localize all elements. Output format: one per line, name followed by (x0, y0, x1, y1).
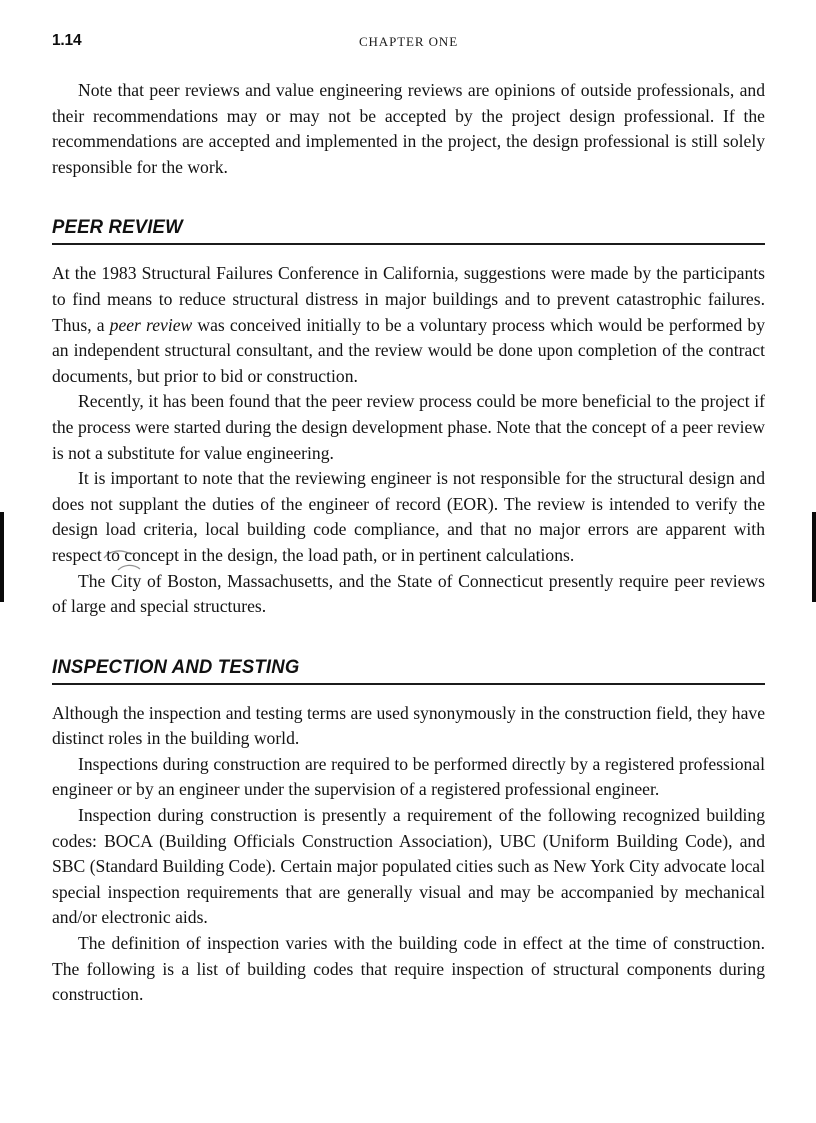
text-column (52, 78, 765, 1008)
paragraph: Inspections during construction are required to be performed directly by a registered professional engineer or by an engineer under the supervision of a registered professional engineer. (52, 753, 765, 800)
paragraph-text-before-emphasis: At the 1983 Structural Failures Conference in California, suggestions were made by the participants to find means to reduce structural distress in major buildings and to prevent catastrophic failures. Thus, a (52, 263, 765, 335)
paragraph: Recently, it has been found that the peer review process could be more beneficial to the project if the process were started during the design development phase. Note that the concept of a peer review is not a substitute for value engineering. (52, 391, 765, 463)
page-number: 1.14 (52, 32, 82, 49)
section-inspection-and-testing (52, 656, 765, 1008)
section-body-peer-review (52, 261, 765, 619)
intro-paragraph: Note that peer reviews and value engineering reviews are opinions of outside professionals, and their recommendations may or may not be accepted by the project design professional. If the recommendations are accepted and implemented in the project, the design professional is still solely responsible for the work. (52, 80, 765, 177)
section-heading-peer-review: PEER REVIEW (52, 216, 183, 239)
section-rule (52, 683, 765, 685)
section-rule (52, 243, 765, 245)
paragraph: The definition of inspection varies with the building code in effect at the time of construction. The following is a list of building codes that require inspection of structural components during construction. (52, 933, 765, 1005)
paragraph: Although the inspection and testing terms are used synonymously in the construction field, they have distinct roles in the building world. (52, 702, 765, 749)
scan-edge-mark-right (812, 512, 816, 602)
section-peer-review (52, 216, 765, 619)
scan-edge-mark-left (0, 512, 4, 602)
paragraph (52, 261, 765, 389)
paragraph: It is important to note that the reviewing engineer is not responsible for the structural design and does not supplant the duties of the engineer of record (EOR). The review is intended to verify the design load criteria, local building code compliance, and that no major errors are apparent with respect to concept in the design, the load path, or in pertinent calculations. (52, 468, 765, 565)
paragraph-text-after-emphasis: was conceived initially to be a voluntary process which would be performed by an independent structural consultant, and the review would be done upon completion of the contract documents, but prior to bid or construction. (52, 314, 766, 386)
paragraph: The City of Boston, Massachusetts, and the State of Connecticut presently require peer reviews of large and special structures. (52, 570, 765, 617)
emphasized-term: peer review (109, 314, 193, 335)
section-heading-inspection-and-testing: INSPECTION AND TESTING (52, 655, 300, 678)
paragraph: Inspection during construction is presently a requirement of the following recognized building codes: BOCA (Building Officials Construction Association), UBC (Uniform Building Code), and SBC (Standard Building Code). Certain major populated cities such as New York City advocate local special inspection requirements that are generally visual and may be accompanied by mechanical and/or electronic aids. (52, 805, 765, 928)
running-head (52, 32, 765, 52)
section-body-inspection-and-testing (52, 701, 765, 1008)
chapter-label: CHAPTER ONE (358, 34, 459, 49)
